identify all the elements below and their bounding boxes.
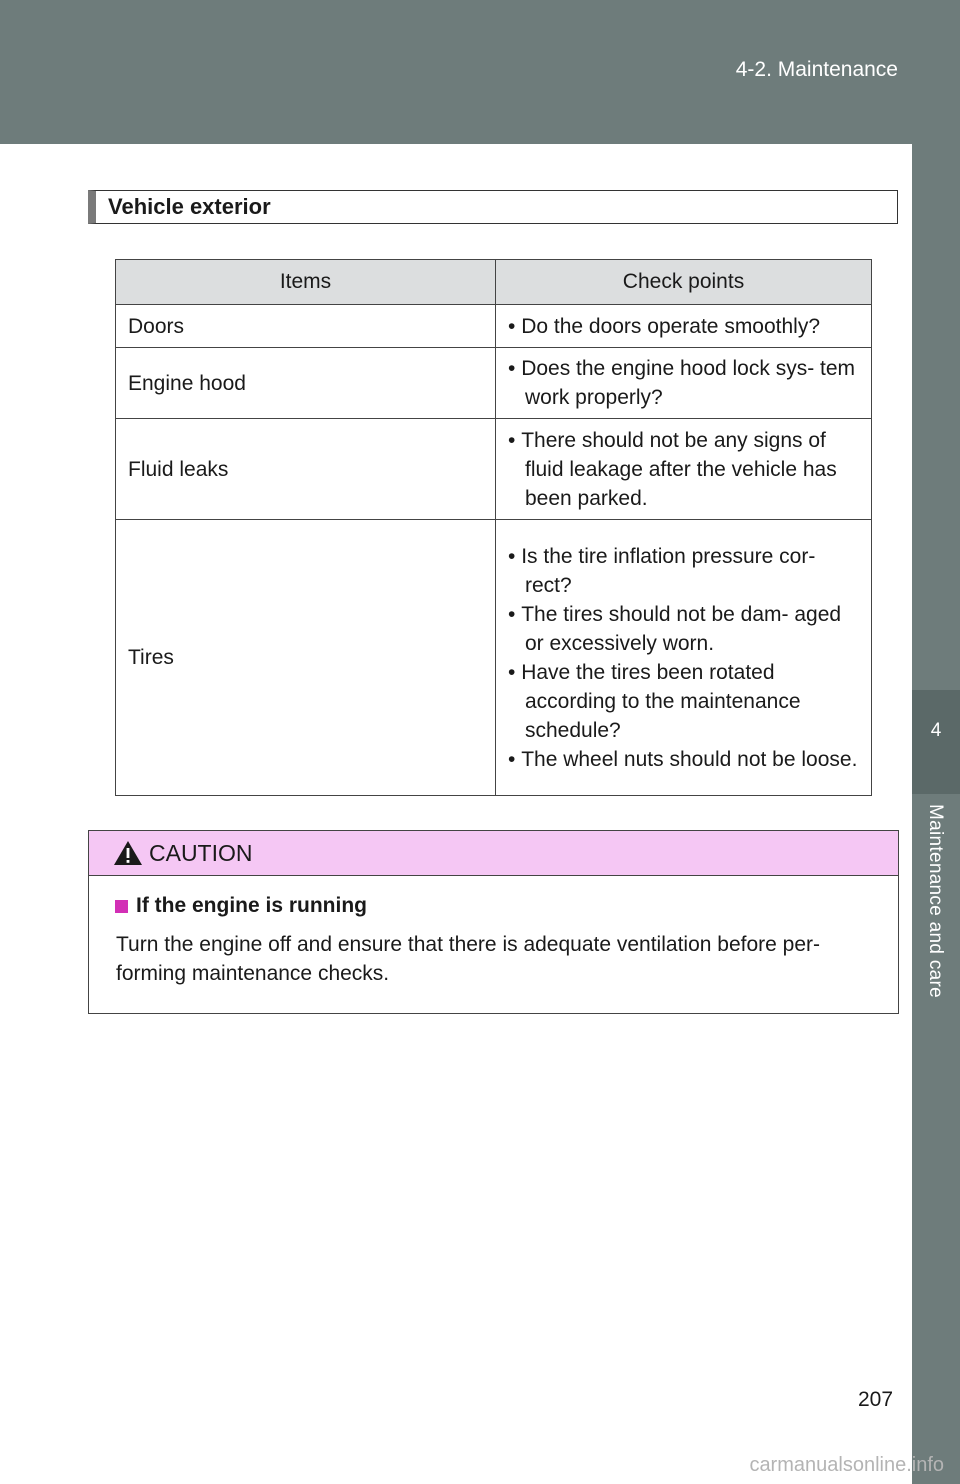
table-row <box>116 419 872 520</box>
caution-header <box>89 831 898 876</box>
section-title: Vehicle exterior <box>88 190 898 224</box>
caution-text: Turn the engine off and ensure that there is adequate ventilation before per- forming maintenance checks. <box>116 933 820 985</box>
item-cell: Tires <box>116 520 496 796</box>
table-row <box>116 520 872 796</box>
check-point: • The tires should not be dam- aged or excessively worn. <box>508 600 859 658</box>
caution-heading <box>115 894 884 918</box>
table-header-row <box>116 260 872 305</box>
caution-body <box>89 876 898 988</box>
item-cell: Engine hood <box>116 348 496 419</box>
check-point: • Does the engine hood lock sys- tem work properly? <box>508 354 859 412</box>
watermark: carmanualsonline.info <box>749 1454 944 1476</box>
caution-box <box>88 830 899 1014</box>
header-band <box>0 0 960 144</box>
column-header-items: Items <box>116 260 496 305</box>
chapter-title: Maintenance and care <box>925 804 946 999</box>
item-cell: Doors <box>116 305 496 348</box>
check-point: • Have the tires been rotated according to the maintenance schedule? <box>508 658 859 745</box>
warning-triangle-icon <box>113 840 143 866</box>
square-bullet-icon <box>115 900 128 913</box>
check-point: • There should not be any signs of fluid leakage after the vehicle has been parked. <box>508 426 859 513</box>
check-table <box>115 259 872 796</box>
chapter-tab[interactable] <box>912 690 960 794</box>
table-row <box>116 305 872 348</box>
caution-heading-text: If the engine is running <box>136 894 367 917</box>
column-header-check-points: Check points <box>496 260 872 305</box>
points-cell <box>496 520 872 796</box>
page-number: 207 <box>858 1388 894 1411</box>
section-label: 4-2. Maintenance <box>735 58 898 81</box>
side-tab-upper <box>912 144 960 690</box>
item-cell: Fluid leaks <box>116 419 496 520</box>
side-tab-lower <box>912 794 960 1484</box>
points-cell <box>496 305 872 348</box>
table-row <box>116 348 872 419</box>
check-point: • The wheel nuts should not be loose. <box>508 745 859 774</box>
chapter-number: 4 <box>930 720 942 741</box>
points-cell <box>496 348 872 419</box>
check-point: • Do the doors operate smoothly? <box>508 312 859 341</box>
check-point: • Is the tire inflation pressure cor- rect? <box>508 542 859 600</box>
caution-label: CAUTION <box>149 839 253 866</box>
points-cell <box>496 419 872 520</box>
